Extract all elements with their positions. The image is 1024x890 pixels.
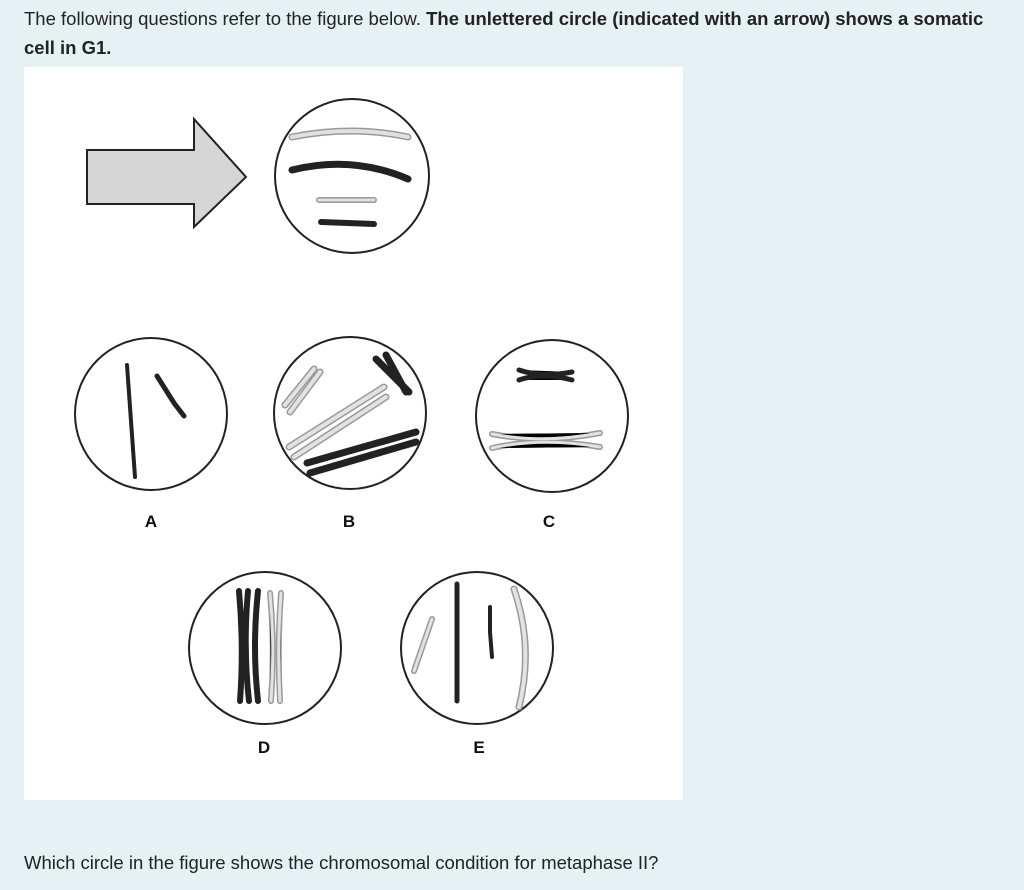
arrow-icon <box>87 119 246 227</box>
label-a: A <box>144 512 158 531</box>
cell-g1 <box>275 99 429 253</box>
cell-b <box>274 337 426 489</box>
cell-c <box>476 340 628 492</box>
label-d: D <box>257 738 271 757</box>
cell-e <box>401 572 553 724</box>
label-c: C <box>542 512 556 531</box>
intro-plain: The following questions refer to the figure below. <box>24 8 421 29</box>
cell-d <box>189 572 341 724</box>
label-e: E <box>473 738 485 757</box>
question-text: Which circle in the figure shows the chromosomal condition for metaphase II? <box>24 852 659 873</box>
intro-bold: The unlettered circle (indicated with an arrow) shows a somatic cell in G1. <box>24 8 984 58</box>
label-b: B <box>342 512 356 531</box>
intro-text <box>24 4 1014 62</box>
chromosome-figure <box>24 67 683 800</box>
cell-a <box>75 338 227 490</box>
